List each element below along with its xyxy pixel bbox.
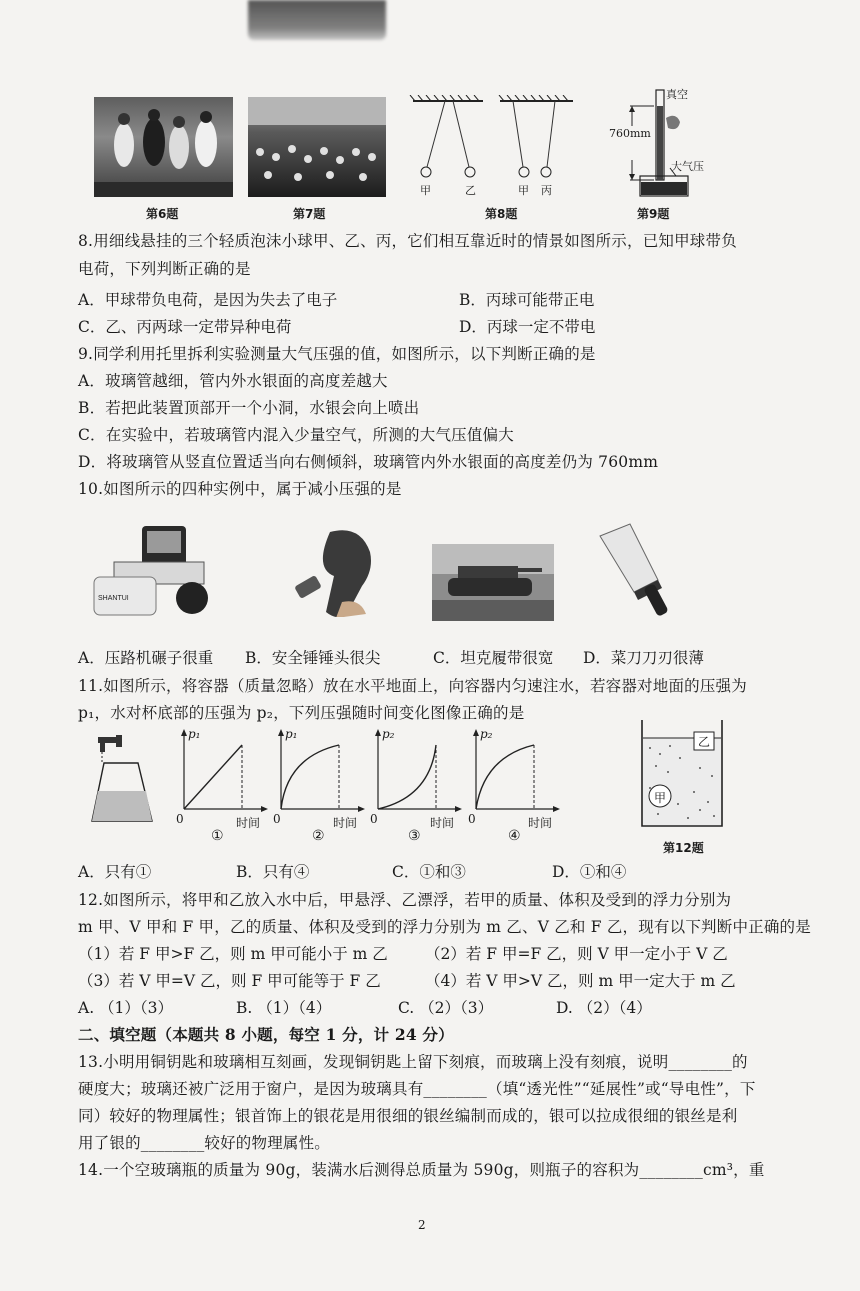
q11-g2-num: ② [312,828,325,844]
q12-option-d: D. （2）（4） [556,999,652,1017]
q12-statement-3: （3）若 V 甲=V 乙，则 F 甲可能等于 F 乙 [78,972,381,990]
q10-roller-brand-text: SHANTUI [98,595,129,602]
q9-option-c: C．在实验中，若玻璃管内混入少量空气，所测的大气压值偏大 [78,426,514,444]
fig6-caption: 第6题 [146,207,179,221]
fig8-label-yi: 乙 [465,184,476,197]
q11-g1-origin: 0 [176,812,184,826]
fig8-label-jia2: 甲 [518,184,529,197]
q14-line1: 14.一个空玻璃瓶的质量为 90g，装满水后测得总质量为 590g，则瓶子的容积为________cm³，重 [78,1161,765,1179]
q11-g2-xlabel: 时间 [333,816,358,830]
top-smudge [248,0,386,40]
fig12-label-yi: 乙 [698,735,711,749]
section2-heading: 二、填空题（本题共 8 小题，每空 1 分，计 24 分） [78,1025,454,1044]
q13-line3: 同）较好的物理属性；银首饰上的银花是用很细的银丝编制而成的，银可以拉成很细的银丝是利 [78,1107,738,1125]
q12-statement-4: （4）若 V 甲>V 乙，则 m 甲一定大于 m 乙 [425,972,736,990]
q9-stem: 9.同学利用托里拆利实验测量大气压强的值，如图所示，以下判断正确的是 [78,345,596,363]
q10-option-a: A．压路机碾子很重 [78,649,214,667]
fig8-caption: 第8题 [485,207,518,221]
q10-safety-hammer-image [282,522,392,617]
fig7-caption: 第7题 [293,207,326,221]
q11-option-c: C．①和③ [392,863,466,881]
q12-option-a: A. （1）（3） [78,999,174,1017]
q12-stem-line1: 12.如图所示，将甲和乙放入水中后，甲悬浮、乙漂浮，若甲的质量、体积及受到的浮力分别为 [78,891,732,909]
q11-option-a: A．只有① [78,863,152,881]
q11-stem-line1: 11.如图所示，将容器（质量忽略）放在水平地面上，向容器内匀速注水，若容器对地面的压强为 [78,677,747,695]
q8-stem-line2: 电荷，下列判断正确的是 [78,260,251,278]
q13-line2: 硬度大；玻璃还被广泛用于窗户，是因为玻璃具有________（填“透光性”“延展性”或“导电性”，下 [78,1080,756,1098]
fig7-dance-photo [248,97,386,197]
q10-stem: 10.如图所示的四种实例中，属于减小压强的是 [78,480,402,498]
q13-line1: 13.小明用铜钥匙和玻璃相互刻画，发现铜钥匙上留下刻痕，而玻璃上没有刻痕，说明________的 [78,1053,748,1071]
q10-option-d: D．菜刀刀刃很薄 [583,649,704,667]
fig8-label-bing: 丙 [541,184,552,197]
fig12-float-diagram [638,718,728,830]
fig9-label-height: 760mm [609,127,651,140]
fig8-label-jia1: 甲 [420,184,431,197]
q8-option-a: A．甲球带负电荷，是因为失去了电子 [78,291,338,309]
q9-option-d: D．将玻璃管从竖直位置适当向右侧倾斜，玻璃管内外水银面的高度差仍为 760mm [78,453,659,471]
q12-statement-2: （2）若 F 甲=F 乙，则 V 甲一定小于 V 乙 [425,945,728,963]
q9-option-a: A．玻璃管越细，管内外水银面的高度差越大 [78,372,388,390]
fig12-label-jia: 甲 [654,791,667,805]
fig9-label-vacuum: 真空 [666,88,688,101]
q8-option-d: D．丙球一定不带电 [459,318,596,336]
q11-container-diagram [88,733,160,823]
q11-stem-line2: p₁，水对杯底部的压强为 p₂，下列压强随时间变化图像正确的是 [78,704,525,722]
fig6-soccer-photo [94,97,233,197]
q11-g3-origin: 0 [370,812,378,826]
q8-stem-line1: 8.用细线悬挂的三个轻质泡沫小球甲、乙、丙，它们相互靠近时的情景如图所示，已知甲球带负 [78,232,737,250]
q11-option-d: D．①和④ [552,863,627,881]
q11-g1-xlabel: 时间 [236,816,261,830]
q13-line4: 用了银的________较好的物理属性。 [78,1134,331,1152]
page-number: 2 [418,1218,426,1232]
q11-g4-ylabel: p₂ [480,727,493,741]
q10-option-b: B．安全锤锤头很尖 [245,649,381,667]
q10-road-roller-image [84,522,219,617]
q11-g1-ylabel: p₁ [188,727,201,741]
q11-g2-origin: 0 [273,812,281,826]
q10-kitchen-knife-image [596,522,696,617]
fig9-label-atm: 大气压 [671,160,704,173]
q11-g3-num: ③ [408,828,421,844]
fig9-caption: 第9题 [637,207,670,221]
q9-option-b: B．若把此装置顶部开一个小洞，水银会向上喷出 [78,399,420,417]
q11-g4-origin: 0 [468,812,476,826]
fig8-hanging-balls-diagram [405,95,580,200]
q12-statement-1: （1）若 F 甲>F 乙，则 m 甲可能小于 m 乙 [78,945,388,963]
q11-g3-ylabel: p₂ [382,727,395,741]
q10-option-c: C．坦克履带很宽 [433,649,554,667]
fig9-torricelli-diagram [610,86,700,204]
q10-tank-image [432,544,554,621]
q11-g4-num: ④ [508,828,521,844]
q11-g3-xlabel: 时间 [430,816,455,830]
q12-option-c: C. （2）（3） [398,999,494,1017]
fig12-caption: 第12题 [663,841,704,855]
q8-option-c: C．乙、丙两球一定带异种电荷 [78,318,292,336]
q11-g2-ylabel: p₁ [285,727,298,741]
q8-option-b: B．丙球可能带正电 [459,291,595,309]
q12-option-b: B. （1）（4） [236,999,332,1017]
q11-option-b: B．只有④ [236,863,310,881]
q11-g1-num: ① [211,828,224,844]
q12-stem-line2: m 甲、V 甲和 F 甲，乙的质量、体积及受到的浮力分别为 m 乙、V 乙和 F 乙，现有以下判断中正确的是 [78,918,811,936]
q11-g4-xlabel: 时间 [528,816,553,830]
